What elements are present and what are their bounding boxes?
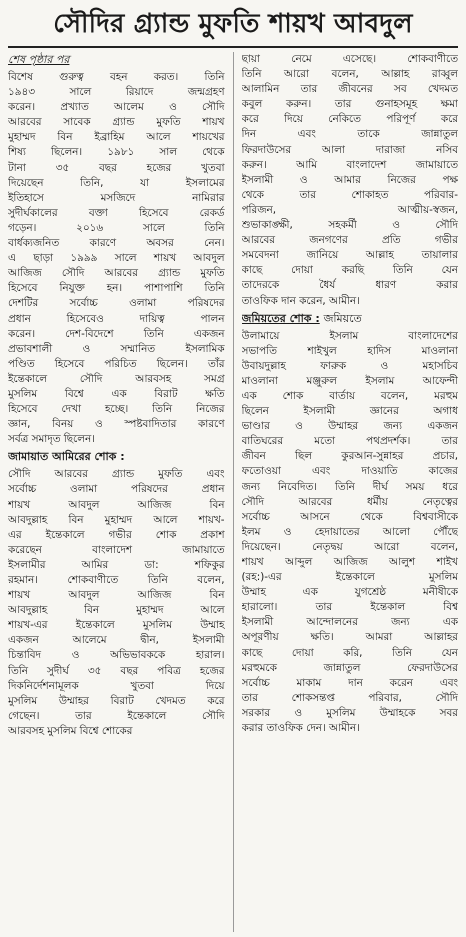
text-line: দিয়েছেন। নেতৃদ্বয় আরো বলেন, xyxy=(241,540,458,553)
left-paragraph-2 xyxy=(8,467,225,739)
text-line: ১৯৪৩ সালে রিয়াদে জন্মগ্রহণ xyxy=(8,86,225,99)
text-line: তিনি সুদীর্ঘ ৩৫ বছর পবিত্র হজের xyxy=(8,664,225,677)
text-line: উবায়দুল্লাহ ফারুক ও মহাসচিব xyxy=(241,359,458,372)
text-line: আরবসহ মুসলিম বিশ্বে শোকের xyxy=(8,724,133,737)
text-line: গেছেন। তার ইন্তেকালে সৌদি xyxy=(8,709,225,722)
text-line: দিন এবং তাকে জান্নাতুল xyxy=(241,128,458,141)
continued-from-kicker: শেষ পৃষ্ঠার পর xyxy=(8,53,70,66)
headline: সৌদির গ্র্যান্ড মুফতি শায়খ আবদুল xyxy=(53,9,413,39)
text-line: থেকে তার শোকাহত পরিবার- xyxy=(241,188,458,201)
text-line: সমবেদনা জানিয়ে আল্লাহ তায়ালার xyxy=(241,249,458,262)
left-paragraph-1 xyxy=(8,70,225,447)
subheading-jamiat xyxy=(242,311,459,327)
text-line: আবদুল্লাহ বিন মুহাম্মদ আলে xyxy=(8,604,225,617)
text-line: চিন্তাবিদ ও অভিভাবককে হারাল। xyxy=(8,649,225,662)
text-line: মুসলিম উম্মাহর বিরাট খেদমত করে xyxy=(8,694,225,707)
text-line: জন্য নিবেদিত। তিনি দীর্ঘ সময় ধরে xyxy=(241,480,458,493)
text-line: অপূরণীয় ক্ষতি। আমরা আল্লাহর xyxy=(241,631,458,644)
text-line: ইসলামীর আমির ডা: শফিকুর xyxy=(8,558,225,571)
text-line: পণ্ডিত হিসেবে পরিচিত ছিলেন। তাঁর xyxy=(8,357,225,370)
text-line: জীবন ছিল কুরআন-সুন্নাহর প্রচার, xyxy=(241,450,458,463)
text-line: রহমান। শোকবাণীতে তিনি বলেন, xyxy=(8,574,225,586)
text-line: আরবের জনগণের প্রতি গভীর xyxy=(241,234,458,247)
text-line: বাতিঘরের মতো পথপ্রদর্শক। তার xyxy=(241,435,458,448)
right-column xyxy=(242,52,459,932)
text-line: ইসলামী ও আমার নিজের পক্ষ xyxy=(241,173,458,186)
text-line: কবুল করুন। তার গুনাহসমূহ ক্ষমা xyxy=(241,98,458,111)
text-line: সৌদি আরবের ধর্মীয় নেতৃত্বের xyxy=(241,495,458,508)
text-line: দিকনির্দেশনামূলক খুতবা দিয়ে xyxy=(8,679,225,692)
text-line: করুন। আমি বাংলাদেশ জামায়াতে xyxy=(241,158,458,171)
text-line: আজিজ সৌদি আরবের গ্র্যান্ড মুফতি xyxy=(8,267,225,280)
article-body xyxy=(8,52,458,932)
subheading-jamaat: জামায়াত আমিরের শোক : xyxy=(8,450,125,464)
text-line: হিসেবে নিযুক্ত হন। পাশাপাশি তিনি xyxy=(8,282,225,295)
text-line: ফতোওয়া এবং দাওয়াতি কাজের xyxy=(241,465,458,478)
text-line: তাওফিক দান করেন, আমীন। xyxy=(241,294,360,307)
text-line: এক শোক বার্তায় বলেন, মরহুম xyxy=(241,389,458,402)
text-line: ফিরদাউসের আলা দারাজা নসিব xyxy=(241,143,458,156)
subheading-jamiat-tail: জমিয়তে xyxy=(323,311,362,325)
text-line: ইসলামী আন্দোলনের জন্য এক xyxy=(241,616,458,629)
text-line: ইন্তেকালে সৌদি আরবসহ সমগ্র xyxy=(8,372,225,385)
text-line: করে দিয়ে নেকিতে পরিপূর্ণ করে xyxy=(241,113,458,126)
text-line: সরকার ও মুসলিম উম্মাহকে সবর xyxy=(241,706,458,719)
text-line: শায়খ আবদুল আজিজ বিন xyxy=(8,498,225,511)
text-line: উম্মাহ এক যুগশ্রেষ্ঠ মনীষীকে xyxy=(241,586,458,599)
text-line: সর্বত্র সমাদৃত ছিলেন। xyxy=(8,433,95,446)
text-line: শিষ্য ছিলেন। ১৯৮১ সাল থেকে xyxy=(8,146,225,159)
text-line: সর্বোচ্চ মাকাম দান করেন এবং xyxy=(241,676,458,689)
text-line: করেন। প্রখ্যাত আলেম ও সৌদি xyxy=(8,101,225,114)
text-line: সৌদি আরবের গ্র্যান্ড মুফতি এবং xyxy=(8,468,225,481)
text-line: ইলম ও হেদায়াতের আলো পৌঁছে xyxy=(241,525,458,538)
text-line: শায়খ আবদুল আজিজ বিন xyxy=(8,589,225,602)
text-line: বিশেষ গুরুত্ব বহন করত। তিনি xyxy=(8,71,225,83)
text-line: সর্বোচ্চ ওলামা পরিষদের প্রধান xyxy=(8,483,225,496)
subheading-jamiat-label: জমিয়তের শোক : xyxy=(241,311,320,325)
text-line: ছায়া নেমে এসেছে। শোকবাণীতে xyxy=(241,53,458,65)
text-line: পরিজন, আত্মীয়-স্বজন, xyxy=(241,203,458,216)
text-line: মাওলানা মঞ্জুরুল ইসলাম আফেন্দী xyxy=(241,374,458,387)
text-line: আবদুল্লাহ বিন মুহাম্মদ আলে শায়খ- xyxy=(8,513,225,526)
text-line: টানা ৩৫ বছর হজের খুতবা xyxy=(8,161,225,174)
text-line: কাছে দোয়া করি, তিনি যেন xyxy=(241,646,458,659)
text-line: প্রধান হিসেবেও দায়িত্ব পালন xyxy=(8,312,225,325)
text-line: ছিলেন ইসলামী জ্ঞানের অগাধ xyxy=(241,405,458,418)
text-line: দেশটির সর্বোচ্চ ওলামা পরিষদের xyxy=(8,297,225,310)
text-line: করেন। দেশ-বিদেশে তিনি একজন xyxy=(8,327,225,340)
text-line: শুভাকাঙ্ক্ষী, সহকর্মী ও সৌদি xyxy=(241,219,458,232)
text-line: উলামায়ে ইসলাম বাংলাদেশের xyxy=(241,329,458,342)
text-line: করেছেন বাংলাদেশ জামায়াতে xyxy=(8,543,225,556)
text-line: একজন আলেমে দ্বীন, ইসলামী xyxy=(8,634,225,647)
text-line: মরহুমকে জান্নাতুল ফেরদাউসের xyxy=(241,661,458,674)
text-line: হারালো। তার ইন্তেকাল বিশ্ব xyxy=(241,601,458,614)
text-line: কাছে দোয়া করছি তিনি যেন xyxy=(241,264,458,277)
text-line: বার্ধক্যজনিত কারণে অবসর নেন। xyxy=(8,237,225,250)
text-line: ইতিহাসে মসজিদে নামিরার xyxy=(8,191,225,204)
text-line: গড়েন। ২০১৬ সালে তিনি xyxy=(8,221,225,234)
text-line: তিনি আরো বলেন, আল্লাহ রাব্বুল xyxy=(241,68,458,81)
text-line: তার শোকসন্তপ্ত পরিবার, সৌদি xyxy=(241,691,458,704)
text-line: সভাপতি শাইখুল হাদিস মাওলানা xyxy=(241,344,458,357)
text-line: মুসলিম বিশ্বে এক বিরাট ক্ষতি xyxy=(8,387,225,400)
right-paragraph-1 xyxy=(242,52,459,309)
text-line: করার তাওফিক দেন। আমীন। xyxy=(241,722,360,735)
left-column xyxy=(8,52,225,932)
text-line: আলামিন তার জীবনের সব খেদমত xyxy=(241,83,458,96)
text-line: (রহ:)-এর ইন্তেকালে মুসলিম xyxy=(241,571,458,584)
text-line: শায়খ-এর ইন্তেকালে মুসলিম উম্মাহ xyxy=(8,619,225,632)
text-line: সর্বোচ্চ আসনে থেকে বিশ্ববাসীকে xyxy=(241,510,458,523)
text-line: ভাণ্ডার ও উম্মাহর জন্য একজন xyxy=(241,420,458,433)
column-divider xyxy=(233,52,234,932)
text-line: এ ছাড়া ১৯৯৯ সালে শায়খ আবদুল xyxy=(8,252,225,265)
text-line: সুদীর্ঘকালের বক্তা হিসেবে রেকর্ড xyxy=(8,206,225,219)
text-line: প্রভাবশালী ও সম্মানিত ইসলামিক xyxy=(8,342,225,355)
headline-rule xyxy=(8,46,458,48)
text-line: দিয়েছেন তিনি, যা ইসলামের xyxy=(8,176,225,189)
text-line: মুহাম্মদ বিন ইব্রাহিম আলে শায়খের xyxy=(8,131,225,144)
text-line: তাদেরকে ধৈর্য ধারণ করার xyxy=(241,279,458,292)
text-line: জ্ঞান, বিনয় ও স্পষ্টবাদিতার কারণে xyxy=(8,418,225,431)
right-paragraph-2 xyxy=(242,329,459,737)
text-line: আরবের সাবেক গ্র্যান্ড মুফতি শায়খ xyxy=(8,116,225,129)
text-line: শায়খ আব্দুল আজিজ আলুশ শাইখ xyxy=(241,556,458,568)
text-line: হিসেবে দেখা হচ্ছে। তিনি নিজের xyxy=(8,403,225,416)
text-line: এর ইন্তেকালে গভীর শোক প্রকাশ xyxy=(8,528,225,541)
